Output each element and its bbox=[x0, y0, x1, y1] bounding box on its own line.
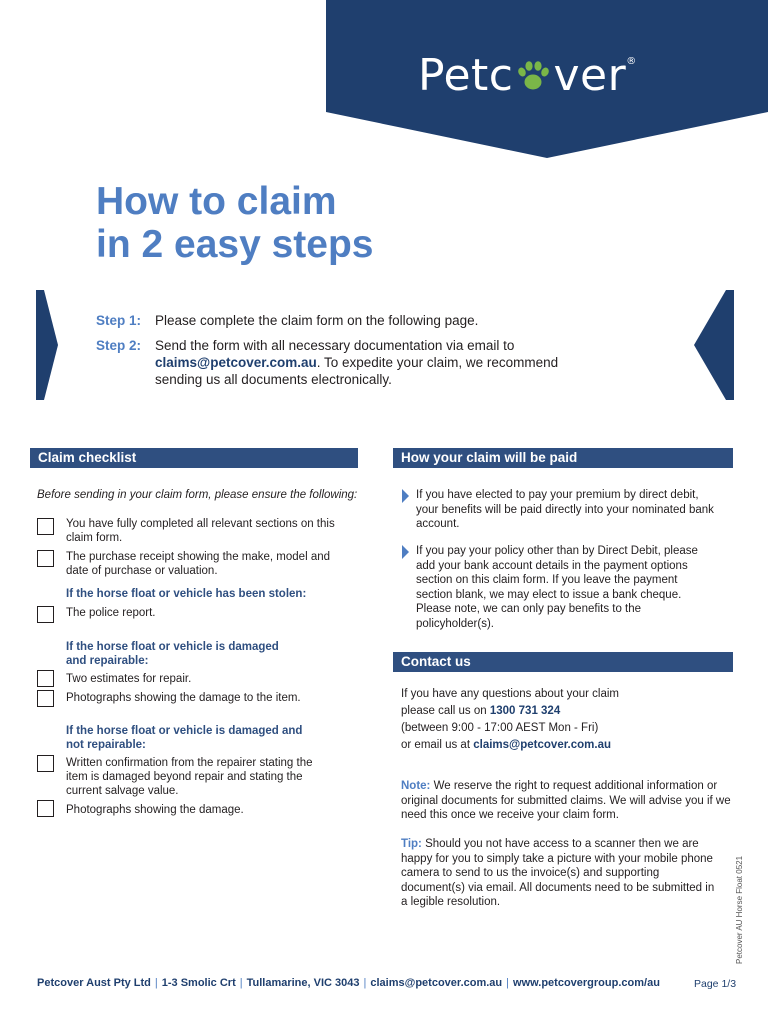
logo-text-left: Petc bbox=[418, 50, 514, 101]
checklist-intro: Before sending in your claim form, please ensure the following: bbox=[37, 489, 358, 501]
contact-line-1: If you have any questions about your claim bbox=[401, 688, 619, 700]
not-repairable-item-1: Written confirmation from the repairer stating the item is damaged beyond repair and stating the current salvage value. bbox=[66, 757, 313, 797]
page-title bbox=[96, 180, 374, 266]
repairable-item-2: Photographs showing the damage to the item. bbox=[66, 692, 301, 704]
bullet-arrow-icon bbox=[402, 489, 409, 503]
note-text: We reserve the right to request additional information or original documents for submitted claims. We will advise you if we need this once we receive your claim form. bbox=[401, 780, 731, 821]
payment-item-1: If you have elected to pay your premium by direct debit, your benefits will be paid directly into your nominated bank account. bbox=[416, 489, 714, 530]
step-2-text-before: Send the form with all necessary documentation via email to bbox=[155, 338, 515, 353]
checkbox-sections-complete[interactable] bbox=[37, 518, 54, 535]
step-1-label: Step 1: bbox=[96, 313, 142, 328]
step-2-email-link[interactable]: claims@petcover.com.au bbox=[155, 355, 317, 370]
footer bbox=[37, 977, 660, 989]
petcover-logo bbox=[418, 50, 637, 101]
contact-email-link[interactable]: claims@petcover.com.au bbox=[473, 739, 612, 751]
right-chevron-decoration bbox=[694, 290, 734, 400]
contact-line-2-prefix: please call us on bbox=[401, 705, 490, 717]
contact-line-4-prefix: or email us at bbox=[401, 739, 474, 751]
payment-item-2: If you pay your policy other than by Direct Debit, please add your bank account details in the payment options section on this claim form. If you leave the payment section blank, we may elect to issue a bank cheque. Please note, we can only pay benefits to the policyholder(s). bbox=[416, 545, 698, 630]
footer-separator: | bbox=[506, 977, 510, 989]
phone-number-link[interactable]: 1300 731 324 bbox=[489, 705, 561, 717]
claim-checklist-heading: Claim checklist bbox=[30, 448, 358, 468]
contact-heading: Contact us bbox=[393, 652, 733, 672]
stolen-heading: If the horse float or vehicle has been stolen: bbox=[66, 588, 307, 600]
title-line-2: in 2 easy steps bbox=[96, 223, 374, 266]
bullet-arrow-icon bbox=[402, 545, 409, 559]
footer-separator: | bbox=[363, 977, 367, 989]
not-repairable-item-2: Photographs showing the damage. bbox=[66, 804, 244, 816]
note-label: Note: bbox=[401, 780, 431, 792]
checkbox-repairer-confirmation[interactable] bbox=[37, 755, 54, 772]
checkbox-police-report[interactable] bbox=[37, 606, 54, 623]
tip-label: Tip: bbox=[401, 838, 422, 850]
repairable-item-1: Two estimates for repair. bbox=[66, 673, 192, 685]
checklist-item-1: You have fully completed all relevant sections on this claim form. bbox=[66, 518, 335, 544]
footer-suburb: Tullamarine, VIC 3043 bbox=[246, 977, 360, 989]
payment-heading: How your claim will be paid bbox=[393, 448, 733, 468]
registered-mark: ® bbox=[626, 56, 637, 67]
checkbox-two-estimates[interactable] bbox=[37, 670, 54, 687]
stolen-item-1: The police report. bbox=[66, 607, 156, 619]
step-2-label: Step 2: bbox=[96, 338, 142, 353]
footer-address: 1-3 Smolic Crt bbox=[161, 977, 236, 989]
footer-website-link[interactable]: www.petcovergroup.com/au bbox=[513, 977, 660, 989]
step-2-text bbox=[155, 337, 595, 388]
tip-text: Should you not have access to a scanner then we are happy for you to simply take a picture with your mobile phone camera to send to us the invoice(s) and supporting document(s) via email. All documents need to be submitted in a legible resolution. bbox=[401, 838, 715, 908]
not-repairable-heading: If the horse float or vehicle is damaged and not repairable: bbox=[66, 725, 303, 751]
checkbox-damage-photos[interactable] bbox=[37, 690, 54, 707]
note-paragraph bbox=[401, 779, 733, 823]
footer-email-link[interactable]: claims@petcover.com.au bbox=[370, 977, 503, 989]
step-2-text-after: . To expedite your claim, we recommend sending us all documents electronically. bbox=[155, 355, 559, 387]
checkbox-purchase-receipt[interactable] bbox=[37, 550, 54, 567]
document-code: Petcover AU Horse Float 0521 bbox=[735, 855, 744, 964]
logo-text-right: ver bbox=[553, 50, 627, 101]
checklist-item-2: The purchase receipt showing the make, model and date of purchase or valuation. bbox=[66, 551, 331, 577]
checkbox-photos-damage[interactable] bbox=[37, 800, 54, 817]
footer-separator: | bbox=[239, 977, 243, 989]
repairable-heading: If the horse float or vehicle is damaged and repairable: bbox=[66, 641, 279, 667]
footer-separator: | bbox=[154, 977, 158, 989]
page-number: Page 1/3 bbox=[694, 978, 737, 990]
left-chevron-decoration bbox=[36, 290, 58, 400]
step-1-text: Please complete the claim form on the following page. bbox=[155, 313, 479, 328]
tip-paragraph bbox=[401, 837, 723, 910]
contact-details bbox=[401, 686, 731, 754]
footer-company: Petcover Aust Pty Ltd bbox=[37, 977, 151, 989]
title-line-1: How to claim bbox=[96, 180, 337, 223]
contact-hours: (between 9:00 - 17:00 AEST Mon - Fri) bbox=[401, 722, 599, 734]
paw-icon bbox=[513, 59, 553, 93]
